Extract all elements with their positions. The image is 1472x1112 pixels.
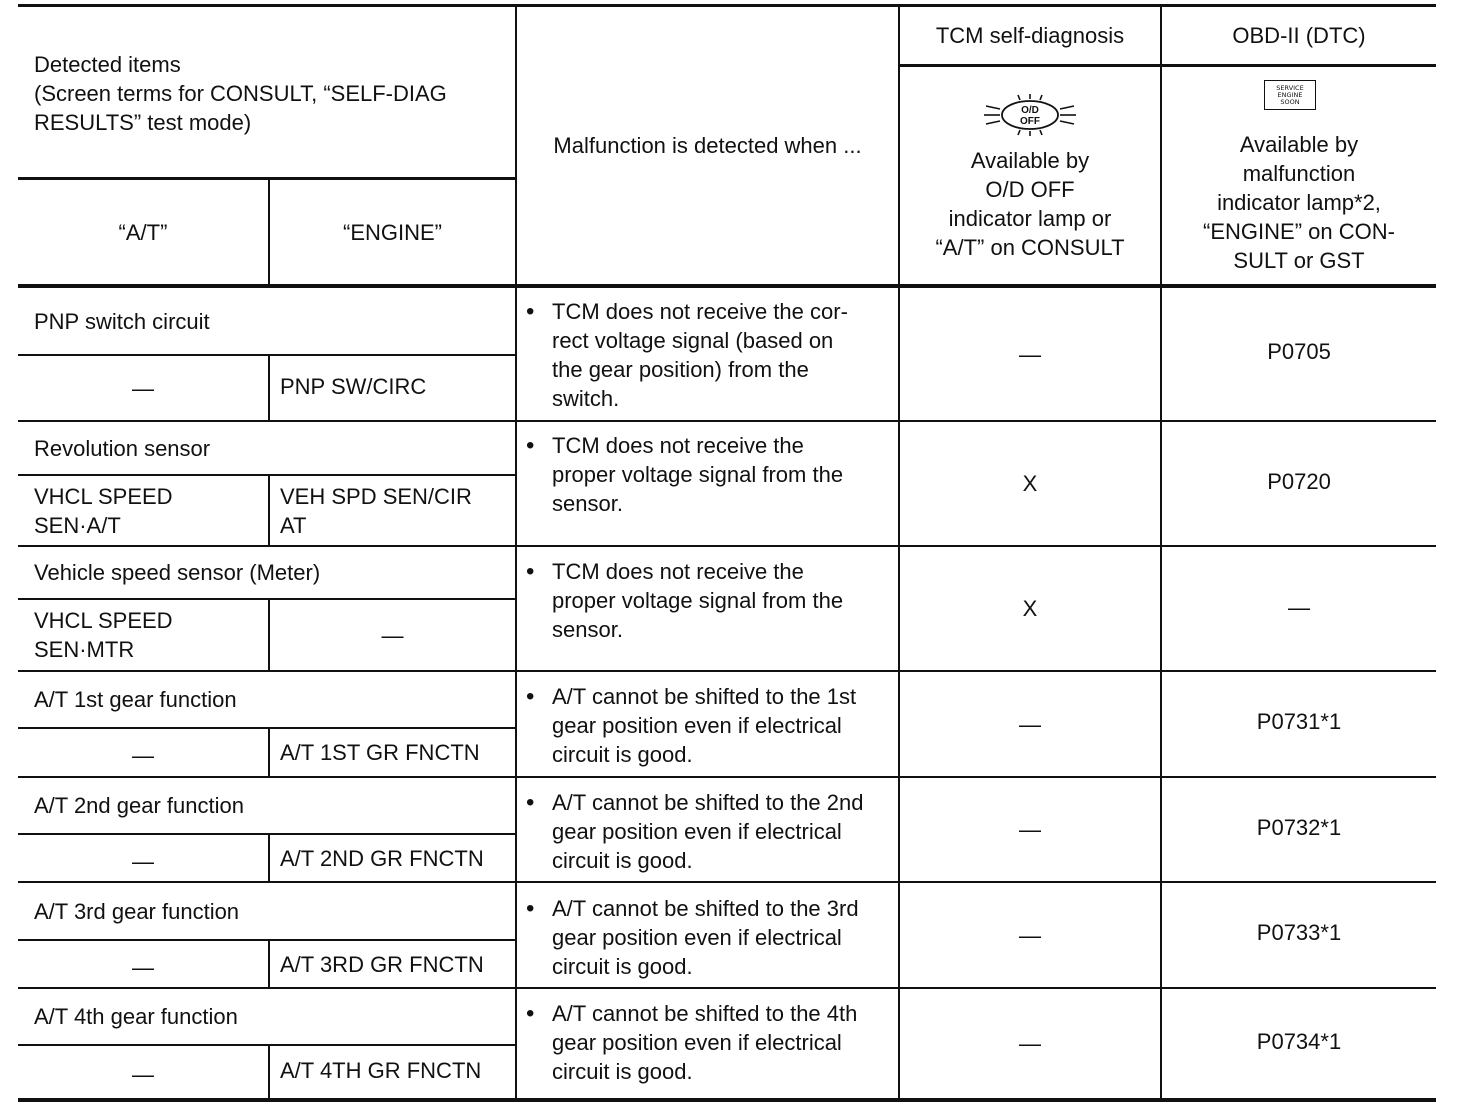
header-obd-dtc: OBD-II (DTC) (1232, 23, 1366, 48)
header-col-engine: “ENGINE” (343, 219, 442, 245)
row6-tcm: — (1019, 922, 1041, 948)
row6-obd: P0733*1 (1256, 919, 1342, 945)
row5-item: A/T 2nd gear function (34, 793, 244, 818)
svg-text:O/D: O/D (1021, 105, 1039, 116)
row3-obd: — (1288, 594, 1310, 620)
bullet-icon: • (526, 1000, 535, 1027)
bullet-icon: • (526, 895, 535, 922)
row3-malfunction-text: TCM does not receive the proper voltage signal from the sensor. (552, 559, 844, 642)
row4-malfunction-text: A/T cannot be shifted to the 1st gear position even if electrical circuit is good. (552, 684, 857, 767)
diagnosis-table (18, 4, 1436, 1104)
row1-tcm: — (1019, 341, 1041, 367)
row6-item: A/T 3rd gear function (34, 898, 240, 924)
row7-at: — (132, 1061, 154, 1087)
row2-at: VHCL SPEED SEN·A/T (34, 483, 173, 538)
row3-at: VHCL SPEED SEN·MTR (34, 608, 173, 662)
header-tcm-self-diagnosis: TCM self-diagnosis (935, 23, 1125, 48)
row5-engine: A/T 2ND GR FNCTN (280, 845, 484, 871)
row4-tcm: — (1019, 711, 1041, 737)
od-off-lamp-icon (980, 92, 1080, 138)
row6-malfunction-text: A/T cannot be shifted to the 3rd gear position even if electrical circuit is good. (552, 896, 859, 979)
row3-malfunction (526, 557, 896, 644)
row2-item: Revolution sensor (34, 435, 211, 461)
row4-obd: P0731*1 (1256, 708, 1342, 734)
row3-engine: — (381, 622, 404, 648)
row7-malfunction-text: A/T cannot be shifted to the 4th gear position even if electrical circuit is good. (552, 1001, 858, 1084)
service-engine-soon-icon (1264, 80, 1316, 110)
bullet-icon: • (526, 298, 535, 325)
row6-malfunction (526, 894, 898, 981)
header-malfunction: Malfunction is detected when ... (553, 133, 862, 158)
row1-engine: PNP SW/CIRC (280, 373, 427, 399)
row4-item: A/T 1st gear function (34, 687, 237, 712)
ses-icon-line-2: ENGINE (1277, 90, 1303, 99)
row2-engine: VEH SPD SEN/CIR AT (280, 483, 472, 538)
row6-engine: A/T 3RD GR FNCTN (280, 951, 484, 977)
bullet-icon: • (526, 432, 535, 459)
row1-obd: P0705 (1267, 338, 1331, 364)
row2-malfunction (526, 431, 896, 518)
ses-icon-line-1: SERVICE (1276, 83, 1304, 92)
row7-obd: P0734*1 (1256, 1028, 1342, 1054)
row2-tcm: X (1022, 471, 1038, 496)
obd-available-text: Available by malfunction indicator lamp*2, “ENGINE” on CON- SULT or GST (1203, 132, 1395, 273)
row4-engine: A/T 1ST GR FNCTN (280, 740, 480, 765)
row4-at: — (132, 742, 154, 768)
row2-obd: P0720 (1267, 468, 1331, 494)
tcm-available-text: Available by O/D OFF indicator lamp or “A/T” on CONSULT (935, 148, 1125, 260)
row5-tcm: — (1019, 817, 1041, 842)
row4-malfunction (526, 682, 898, 769)
row1-malfunction (526, 297, 896, 413)
row1-item: PNP switch circuit (34, 308, 210, 334)
bullet-icon: • (526, 789, 535, 816)
row7-tcm: — (1019, 1031, 1041, 1056)
row5-malfunction-text: A/T cannot be shifted to the 2nd gear position even if electrical circuit is good. (552, 790, 864, 873)
row7-malfunction (526, 999, 898, 1086)
row7-engine: A/T 4TH GR FNCTN (280, 1057, 482, 1083)
row1-at: — (132, 375, 154, 401)
row5-at: — (132, 848, 154, 874)
row3-item: Vehicle speed sensor (Meter) (34, 560, 321, 585)
row5-malfunction (526, 788, 898, 875)
header-detected-items: Detected items (Screen terms for CONSULT, “SELF-DIAG RESULTS” test mode) (34, 52, 447, 135)
row6-at: — (132, 954, 154, 980)
ses-icon-line-3: SOON (1280, 97, 1300, 106)
bullet-icon: • (526, 683, 535, 710)
row1-malfunction-text: TCM does not receive the cor- rect voltage signal (based on the gear position) from the switch. (552, 299, 848, 411)
row5-obd: P0732*1 (1256, 814, 1342, 840)
bullet-icon: • (526, 558, 535, 585)
row7-item: A/T 4th gear function (34, 1004, 238, 1029)
svg-text:OFF: OFF (1020, 116, 1040, 127)
header-col-at: “A/T” (118, 219, 168, 245)
row2-malfunction-text: TCM does not receive the proper voltage signal from the sensor. (552, 433, 844, 516)
row3-tcm: X (1022, 596, 1038, 621)
